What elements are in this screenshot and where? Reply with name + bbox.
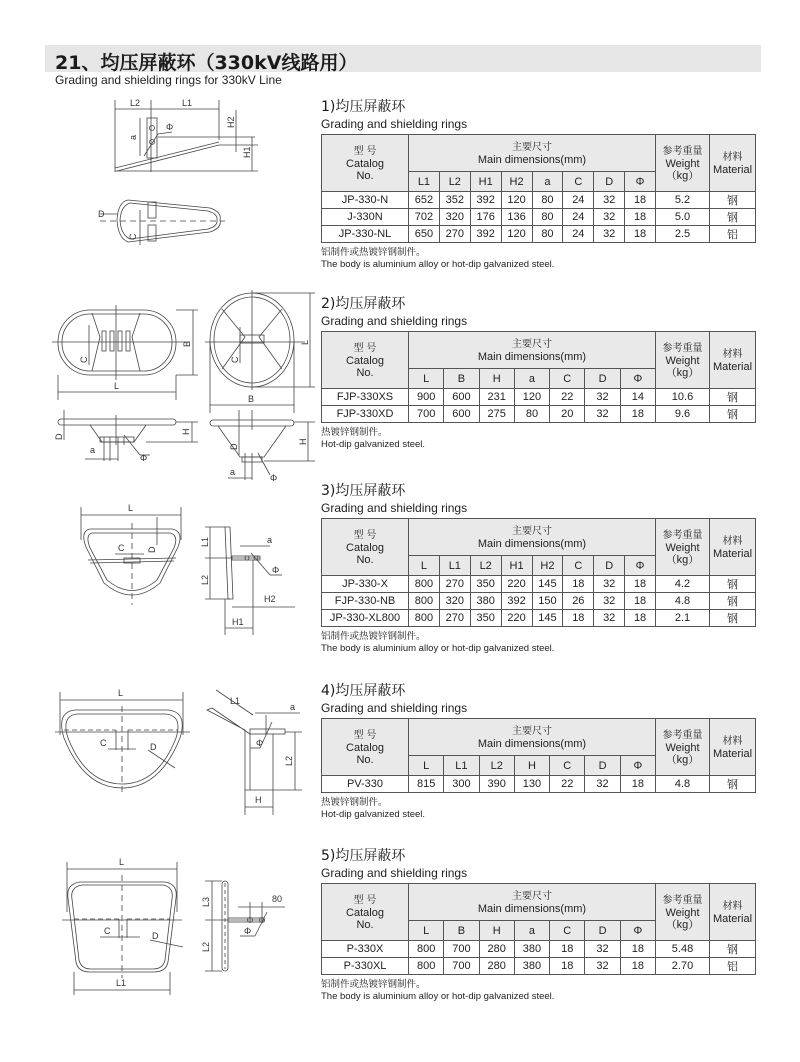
header-catalog: 型 号 Catalog No.: [322, 884, 409, 941]
col-header: Φ: [620, 369, 655, 389]
section-note: [321, 797, 756, 821]
cell-weight: 10.6: [656, 389, 710, 406]
header-main-dimensions: 主要尺寸 Main dimensions(mm): [409, 332, 656, 369]
label-l1: L1: [182, 98, 193, 108]
cell-dim: 18: [625, 226, 656, 243]
col-header: L: [409, 921, 444, 941]
cell-dim: 231: [479, 389, 514, 406]
table-row: [322, 406, 756, 423]
table-row: [322, 389, 756, 406]
cell-dim: 270: [439, 226, 470, 243]
label-phi: Φ: [244, 926, 252, 936]
note-cn: 铝制件或热镀锌钢制件。: [321, 247, 426, 258]
cell-dim: 800: [409, 593, 440, 610]
cell-dim: 352: [439, 192, 470, 209]
cell-material: 钢: [710, 192, 756, 209]
section-note: [321, 979, 756, 1003]
label-phi: Φ: [272, 565, 280, 575]
section-title: 5)均压屏蔽环: [321, 848, 406, 864]
drawing-ring-1: [100, 90, 280, 260]
header-material: 材料 Material: [710, 884, 756, 941]
col-header: a: [514, 369, 549, 389]
table-row: [322, 192, 756, 209]
label-l2: L2: [200, 574, 210, 585]
page-title: 21、均压屏蔽环（330kV线路用）: [55, 52, 358, 74]
label-l1: L1: [116, 978, 127, 988]
col-header: H: [514, 756, 549, 776]
spec-table: [321, 134, 756, 243]
label-d: D: [150, 742, 157, 752]
label-h: H: [181, 428, 191, 435]
header-main-dimensions: 主要尺寸 Main dimensions(mm): [409, 519, 656, 556]
label-l: L: [128, 503, 134, 513]
label-h: H: [255, 795, 262, 805]
section-4: [321, 683, 756, 821]
col-header: L2: [439, 172, 470, 192]
spec-table: [321, 331, 756, 423]
cell-dim: 280: [479, 958, 514, 975]
section-subtitle: Grading and shielding rings: [321, 701, 468, 715]
col-header: L1: [439, 556, 470, 576]
cell-weight: 4.2: [656, 576, 710, 593]
label-l1: L1: [200, 536, 210, 547]
section-note: [321, 631, 756, 655]
col-header: D: [585, 921, 620, 941]
title-bar: [45, 45, 761, 72]
cell-weight: 4.8: [656, 593, 710, 610]
cell-dim: 815: [409, 776, 444, 793]
section-subtitle: Grading and shielding rings: [321, 866, 468, 880]
cell-dim: 270: [439, 610, 470, 627]
cell-dim: 800: [409, 958, 444, 975]
cell-dim: 32: [594, 576, 625, 593]
cell-dim: 700: [444, 941, 479, 958]
cell-dim: 18: [563, 610, 594, 627]
cell-weight: 5.48: [656, 941, 710, 958]
cell-dim: 800: [409, 941, 444, 958]
cell-dim: 280: [479, 941, 514, 958]
header-catalog: 型 号 Catalog No.: [322, 719, 409, 776]
section-2: [321, 296, 756, 451]
label-l3: L3: [201, 896, 211, 907]
cell-catalog: J-330N: [322, 209, 409, 226]
cell-material: 铝: [710, 958, 756, 975]
spec-table: [321, 718, 756, 793]
cell-material: 钢: [710, 209, 756, 226]
note-en: The body is aluminium alloy or hot-dip galvanized steel.: [321, 643, 555, 654]
cell-material: 钢: [710, 406, 756, 423]
cell-dim: 800: [409, 610, 440, 627]
header-main-dimensions: 主要尺寸 Main dimensions(mm): [409, 719, 656, 756]
section-title: 2)均压屏蔽环: [321, 296, 406, 312]
col-header: H1: [501, 556, 532, 576]
label-phi-2: Φ: [270, 473, 278, 483]
cell-dim: 700: [444, 958, 479, 975]
col-header: H2: [532, 556, 563, 576]
cell-dim: 380: [514, 941, 549, 958]
col-header: H2: [501, 172, 532, 192]
col-header: D: [594, 172, 625, 192]
cell-material: 钢: [710, 576, 756, 593]
cell-dim: 392: [501, 593, 532, 610]
cell-dim: 220: [501, 576, 532, 593]
col-header: Φ: [625, 556, 656, 576]
label-d: D: [152, 931, 159, 941]
col-header: C: [563, 172, 594, 192]
col-header: B: [444, 369, 479, 389]
col-header: L: [409, 756, 444, 776]
cell-dim: 300: [444, 776, 479, 793]
label-a-2: a: [230, 467, 236, 477]
cell-dim: 18: [620, 406, 655, 423]
cell-dim: 120: [501, 192, 532, 209]
label-a: a: [128, 134, 138, 140]
label-l: L: [119, 857, 125, 867]
header-weight: 参考重量 Weight （kg）: [656, 332, 710, 389]
cell-catalog: P-330XL: [322, 958, 409, 975]
cell-dim: 150: [532, 593, 563, 610]
col-header: a: [514, 921, 549, 941]
cell-dim: 24: [563, 226, 594, 243]
col-header: a: [532, 172, 563, 192]
col-header: C: [550, 756, 585, 776]
label-d-2: D: [229, 443, 239, 450]
cell-dim: 136: [501, 209, 532, 226]
cell-dim: 80: [532, 192, 563, 209]
cell-weight: 5.0: [656, 209, 710, 226]
table-row: [322, 776, 756, 793]
cell-catalog: JP-330-N: [322, 192, 409, 209]
col-header: Φ: [620, 921, 655, 941]
header-weight: 参考重量 Weight （kg）: [656, 135, 710, 192]
table-row: [322, 958, 756, 975]
cell-dim: 18: [550, 958, 585, 975]
cell-dim: 32: [594, 610, 625, 627]
cell-dim: 26: [563, 593, 594, 610]
cell-dim: 270: [439, 576, 470, 593]
cell-dim: 275: [479, 406, 514, 423]
col-header: D: [585, 756, 620, 776]
note-en: The body is aluminium alloy or hot-dip galvanized steel.: [321, 991, 555, 1002]
cell-dim: 32: [594, 593, 625, 610]
section-3: [321, 483, 756, 655]
cell-dim: 392: [470, 226, 501, 243]
label-a: a: [90, 445, 96, 455]
cell-dim: 14: [620, 389, 655, 406]
col-header: D: [585, 369, 620, 389]
label-d: D: [54, 433, 64, 440]
cell-dim: 18: [625, 593, 656, 610]
section-note: [321, 247, 756, 271]
label-c-2: C: [230, 356, 240, 363]
cell-dim: 380: [470, 593, 501, 610]
label-h-2: H: [298, 438, 308, 445]
section-1: [321, 99, 756, 271]
label-c: C: [100, 738, 107, 748]
col-header: H: [479, 921, 514, 941]
cell-catalog: JP-330-X: [322, 576, 409, 593]
col-header: L2: [470, 556, 501, 576]
table-row: [322, 226, 756, 243]
note-cn: 铝制件或热镀锌钢制件。: [321, 979, 426, 990]
cell-dim: 350: [470, 576, 501, 593]
drawing-ring-3: [60, 495, 300, 635]
cell-dim: 650: [409, 226, 440, 243]
label-b-2: B: [248, 394, 255, 404]
cell-dim: 18: [620, 941, 655, 958]
cell-dim: 32: [585, 406, 620, 423]
drawing-ring-2: [40, 285, 320, 485]
cell-dim: 32: [594, 192, 625, 209]
cell-dim: 22: [550, 776, 585, 793]
cell-dim: 22: [550, 389, 585, 406]
col-header: L2: [479, 756, 514, 776]
col-header: C: [550, 369, 585, 389]
cell-catalog: FJP-330-NB: [322, 593, 409, 610]
label-80: 80: [272, 894, 283, 904]
cell-dim: 32: [594, 226, 625, 243]
label-l1: L1: [230, 696, 241, 706]
cell-catalog: PV-330: [322, 776, 409, 793]
cell-dim: 18: [550, 941, 585, 958]
cell-dim: 18: [563, 576, 594, 593]
note-en: Hot-dip galvanized steel.: [321, 439, 426, 450]
label-h2: H2: [226, 116, 236, 128]
cell-material: 钢: [710, 593, 756, 610]
col-header: L1: [444, 756, 479, 776]
cell-dim: 900: [409, 389, 444, 406]
cell-dim: 80: [532, 209, 563, 226]
label-h1: H1: [232, 617, 244, 627]
label-b: B: [182, 340, 192, 347]
cell-dim: 120: [514, 389, 549, 406]
col-header: C: [550, 921, 585, 941]
header-main-dimensions: 主要尺寸 Main dimensions(mm): [409, 884, 656, 921]
cell-dim: 20: [550, 406, 585, 423]
cell-dim: 390: [479, 776, 514, 793]
cell-catalog: FJP-330XS: [322, 389, 409, 406]
note-cn: 热镀锌钢制件。: [321, 427, 388, 438]
cell-dim: 32: [585, 776, 620, 793]
header-catalog: 型 号 Catalog No.: [322, 135, 409, 192]
header-weight: 参考重量 Weight （kg）: [656, 719, 710, 776]
header-weight: 参考重量 Weight （kg）: [656, 884, 710, 941]
label-phi: Φ: [256, 738, 264, 748]
cell-dim: 320: [439, 209, 470, 226]
label-h1: H1: [242, 146, 252, 158]
label-l: L: [118, 688, 124, 698]
label-l-2: L: [300, 339, 310, 345]
cell-dim: 24: [563, 209, 594, 226]
section-subtitle: Grading and shielding rings: [321, 501, 468, 515]
label-phi: Φ: [166, 122, 174, 132]
label-c: C: [128, 233, 138, 240]
cell-dim: 380: [514, 958, 549, 975]
cell-material: 铝: [710, 226, 756, 243]
cell-weight: 2.1: [656, 610, 710, 627]
cell-dim: 600: [444, 406, 479, 423]
cell-dim: 18: [625, 192, 656, 209]
cell-dim: 32: [585, 389, 620, 406]
label-l2: L2: [130, 98, 141, 108]
col-header: L: [409, 369, 444, 389]
col-header: Φ: [625, 172, 656, 192]
label-phi: Φ: [140, 453, 148, 463]
col-header: H1: [470, 172, 501, 192]
cell-dim: 702: [409, 209, 440, 226]
label-a: a: [267, 535, 273, 545]
cell-material: 钢: [710, 941, 756, 958]
header-material: 材料 Material: [710, 332, 756, 389]
cell-material: 钢: [710, 389, 756, 406]
cell-dim: 700: [409, 406, 444, 423]
label-l2: L2: [201, 941, 211, 952]
label-l: L: [114, 381, 120, 391]
cell-dim: 32: [594, 209, 625, 226]
cell-dim: 18: [625, 209, 656, 226]
section-subtitle: Grading and shielding rings: [321, 117, 468, 131]
note-cn: 铝制件或热镀锌钢制件。: [321, 631, 426, 642]
cell-dim: 652: [409, 192, 440, 209]
drawing-ring-5: [50, 850, 300, 1000]
cell-catalog: JP-330-NL: [322, 226, 409, 243]
page-subtitle: Grading and shielding rings for 330kV Line: [55, 73, 282, 87]
cell-catalog: JP-330-XL800: [322, 610, 409, 627]
note-en: Hot-dip galvanized steel.: [321, 809, 426, 820]
header-material: 材料 Material: [710, 519, 756, 576]
table-row: [322, 576, 756, 593]
label-c: C: [104, 926, 111, 936]
section-5: [321, 848, 756, 1003]
cell-weight: 2.5: [656, 226, 710, 243]
cell-weight: 2.70: [656, 958, 710, 975]
label-l2: L2: [284, 755, 294, 766]
cell-dim: 600: [444, 389, 479, 406]
table-row: [322, 593, 756, 610]
label-d: D: [98, 209, 105, 219]
cell-dim: 32: [585, 941, 620, 958]
section-note: [321, 427, 756, 451]
col-header: C: [563, 556, 594, 576]
header-catalog: 型 号 Catalog No.: [322, 332, 409, 389]
cell-dim: 145: [532, 576, 563, 593]
col-header: Φ: [620, 756, 655, 776]
label-d: D: [147, 546, 157, 553]
header-catalog: 型 号 Catalog No.: [322, 519, 409, 576]
col-header: L1: [409, 172, 440, 192]
cell-weight: 9.6: [656, 406, 710, 423]
cell-dim: 392: [470, 192, 501, 209]
drawing-ring-4: [40, 680, 310, 820]
cell-dim: 120: [501, 226, 532, 243]
cell-dim: 176: [470, 209, 501, 226]
col-header: B: [444, 921, 479, 941]
header-weight: 参考重量 Weight （kg）: [656, 519, 710, 576]
cell-dim: 800: [409, 576, 440, 593]
cell-weight: 4.8: [656, 776, 710, 793]
cell-dim: 80: [532, 226, 563, 243]
note-cn: 热镀锌钢制件。: [321, 797, 388, 808]
cell-catalog: FJP-330XD: [322, 406, 409, 423]
header-material: 材料 Material: [710, 135, 756, 192]
cell-material: 钢: [710, 610, 756, 627]
cell-dim: 320: [439, 593, 470, 610]
section-title: 3)均压屏蔽环: [321, 483, 406, 499]
table-row: [322, 610, 756, 627]
cell-dim: 18: [620, 776, 655, 793]
cell-dim: 130: [514, 776, 549, 793]
header-material: 材料 Material: [710, 719, 756, 776]
spec-table: [321, 518, 756, 627]
cell-weight: 5.2: [656, 192, 710, 209]
cell-dim: 80: [514, 406, 549, 423]
col-header: H: [479, 369, 514, 389]
col-header: L: [409, 556, 440, 576]
label-h2: H2: [264, 594, 276, 604]
section-title: 4)均压屏蔽环: [321, 683, 406, 699]
cell-dim: 350: [470, 610, 501, 627]
label-c: C: [118, 543, 125, 553]
cell-material: 钢: [710, 776, 756, 793]
cell-dim: 18: [625, 610, 656, 627]
cell-dim: 18: [620, 958, 655, 975]
section-subtitle: Grading and shielding rings: [321, 314, 468, 328]
cell-dim: 32: [585, 958, 620, 975]
header-main-dimensions: 主要尺寸 Main dimensions(mm): [409, 135, 656, 172]
cell-dim: 24: [563, 192, 594, 209]
table-row: [322, 941, 756, 958]
spec-table: [321, 883, 756, 975]
table-row: [322, 209, 756, 226]
col-header: D: [594, 556, 625, 576]
label-a: a: [290, 702, 296, 712]
note-en: The body is aluminium alloy or hot-dip galvanized steel.: [321, 259, 555, 270]
cell-dim: 18: [625, 576, 656, 593]
cell-dim: 145: [532, 610, 563, 627]
section-title: 1)均压屏蔽环: [321, 99, 406, 115]
label-c: C: [79, 356, 89, 363]
cell-catalog: P-330X: [322, 941, 409, 958]
cell-dim: 220: [501, 610, 532, 627]
